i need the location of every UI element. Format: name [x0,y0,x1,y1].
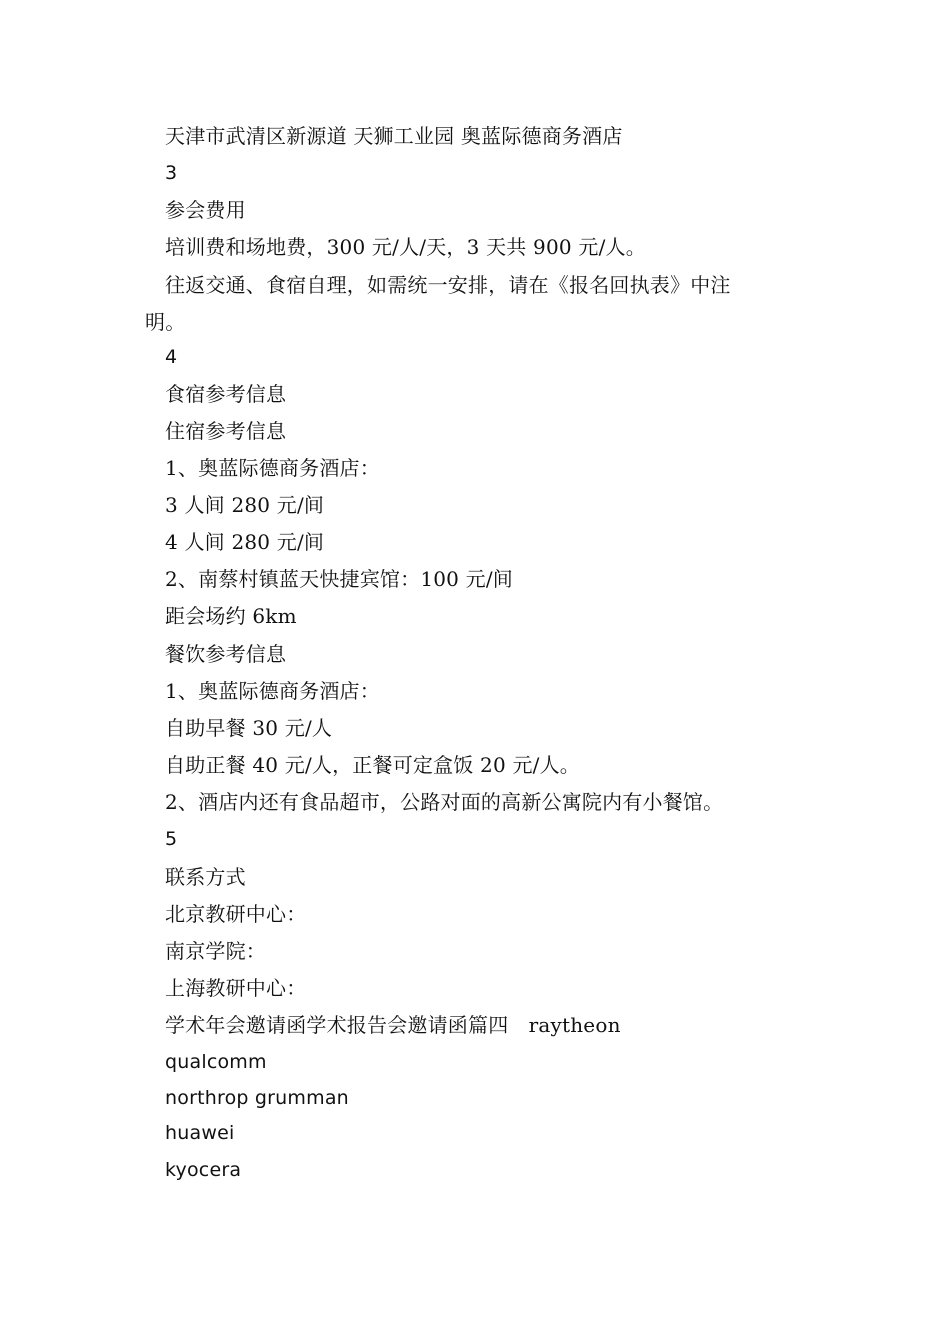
transport-note: 往返交通、食宿自理，如需统一安排，请在《报名回执表》中注 [165,273,731,297]
company-qualcomm: qualcomm [165,1051,267,1073]
fee-detail: 培训费和场地费，300 元/人/天，3 天共 900 元/人。 [165,235,646,259]
section-number-4: 4 [165,346,178,368]
section-heading-contact: 联系方式 [165,865,246,889]
section-heading-fees: 参会费用 [165,198,246,222]
lodging-room-3: 3 人间 280 元/间 [165,493,325,517]
invitation-title-line: 学术年会邀请函学术报告会邀请函篇四 raytheon [165,1013,621,1037]
company-huawei: huawei [165,1122,235,1144]
company-kyocera: kyocera [165,1159,242,1181]
transport-note-continued: 明。 [145,310,186,334]
dining-item-1: 1、奥蓝际德商务酒店： [165,679,380,703]
lodging-room-4: 4 人间 280 元/间 [165,530,325,554]
lodging-heading: 住宿参考信息 [165,419,287,443]
lodging-distance: 距会场约 6km [165,604,297,628]
dining-heading: 餐饮参考信息 [165,642,287,666]
dining-breakfast: 自助早餐 30 元/人 [165,716,333,740]
company-northrop: northrop grumman [165,1087,349,1109]
section-number-3: 3 [165,162,178,184]
lodging-item-2: 2、南蔡村镇蓝天快捷宾馆：100 元/间 [165,567,513,591]
address-line: 天津市武清区新源道 天狮工业园 奥蓝际德商务酒店 [165,124,623,148]
section-heading-accommodation: 食宿参考信息 [165,382,287,406]
dining-item-2: 2、酒店内还有食品超市，公路对面的高新公寓院内有小餐馆。 [165,790,724,814]
section-number-5: 5 [165,828,178,850]
contact-beijing: 北京教研中心： [165,902,307,926]
contact-nanjing: 南京学院： [165,939,266,963]
lodging-item-1: 1、奥蓝际德商务酒店： [165,456,380,480]
contact-shanghai: 上海教研中心： [165,976,307,1000]
dining-meal: 自助正餐 40 元/人，正餐可定盒饭 20 元/人。 [165,753,581,777]
